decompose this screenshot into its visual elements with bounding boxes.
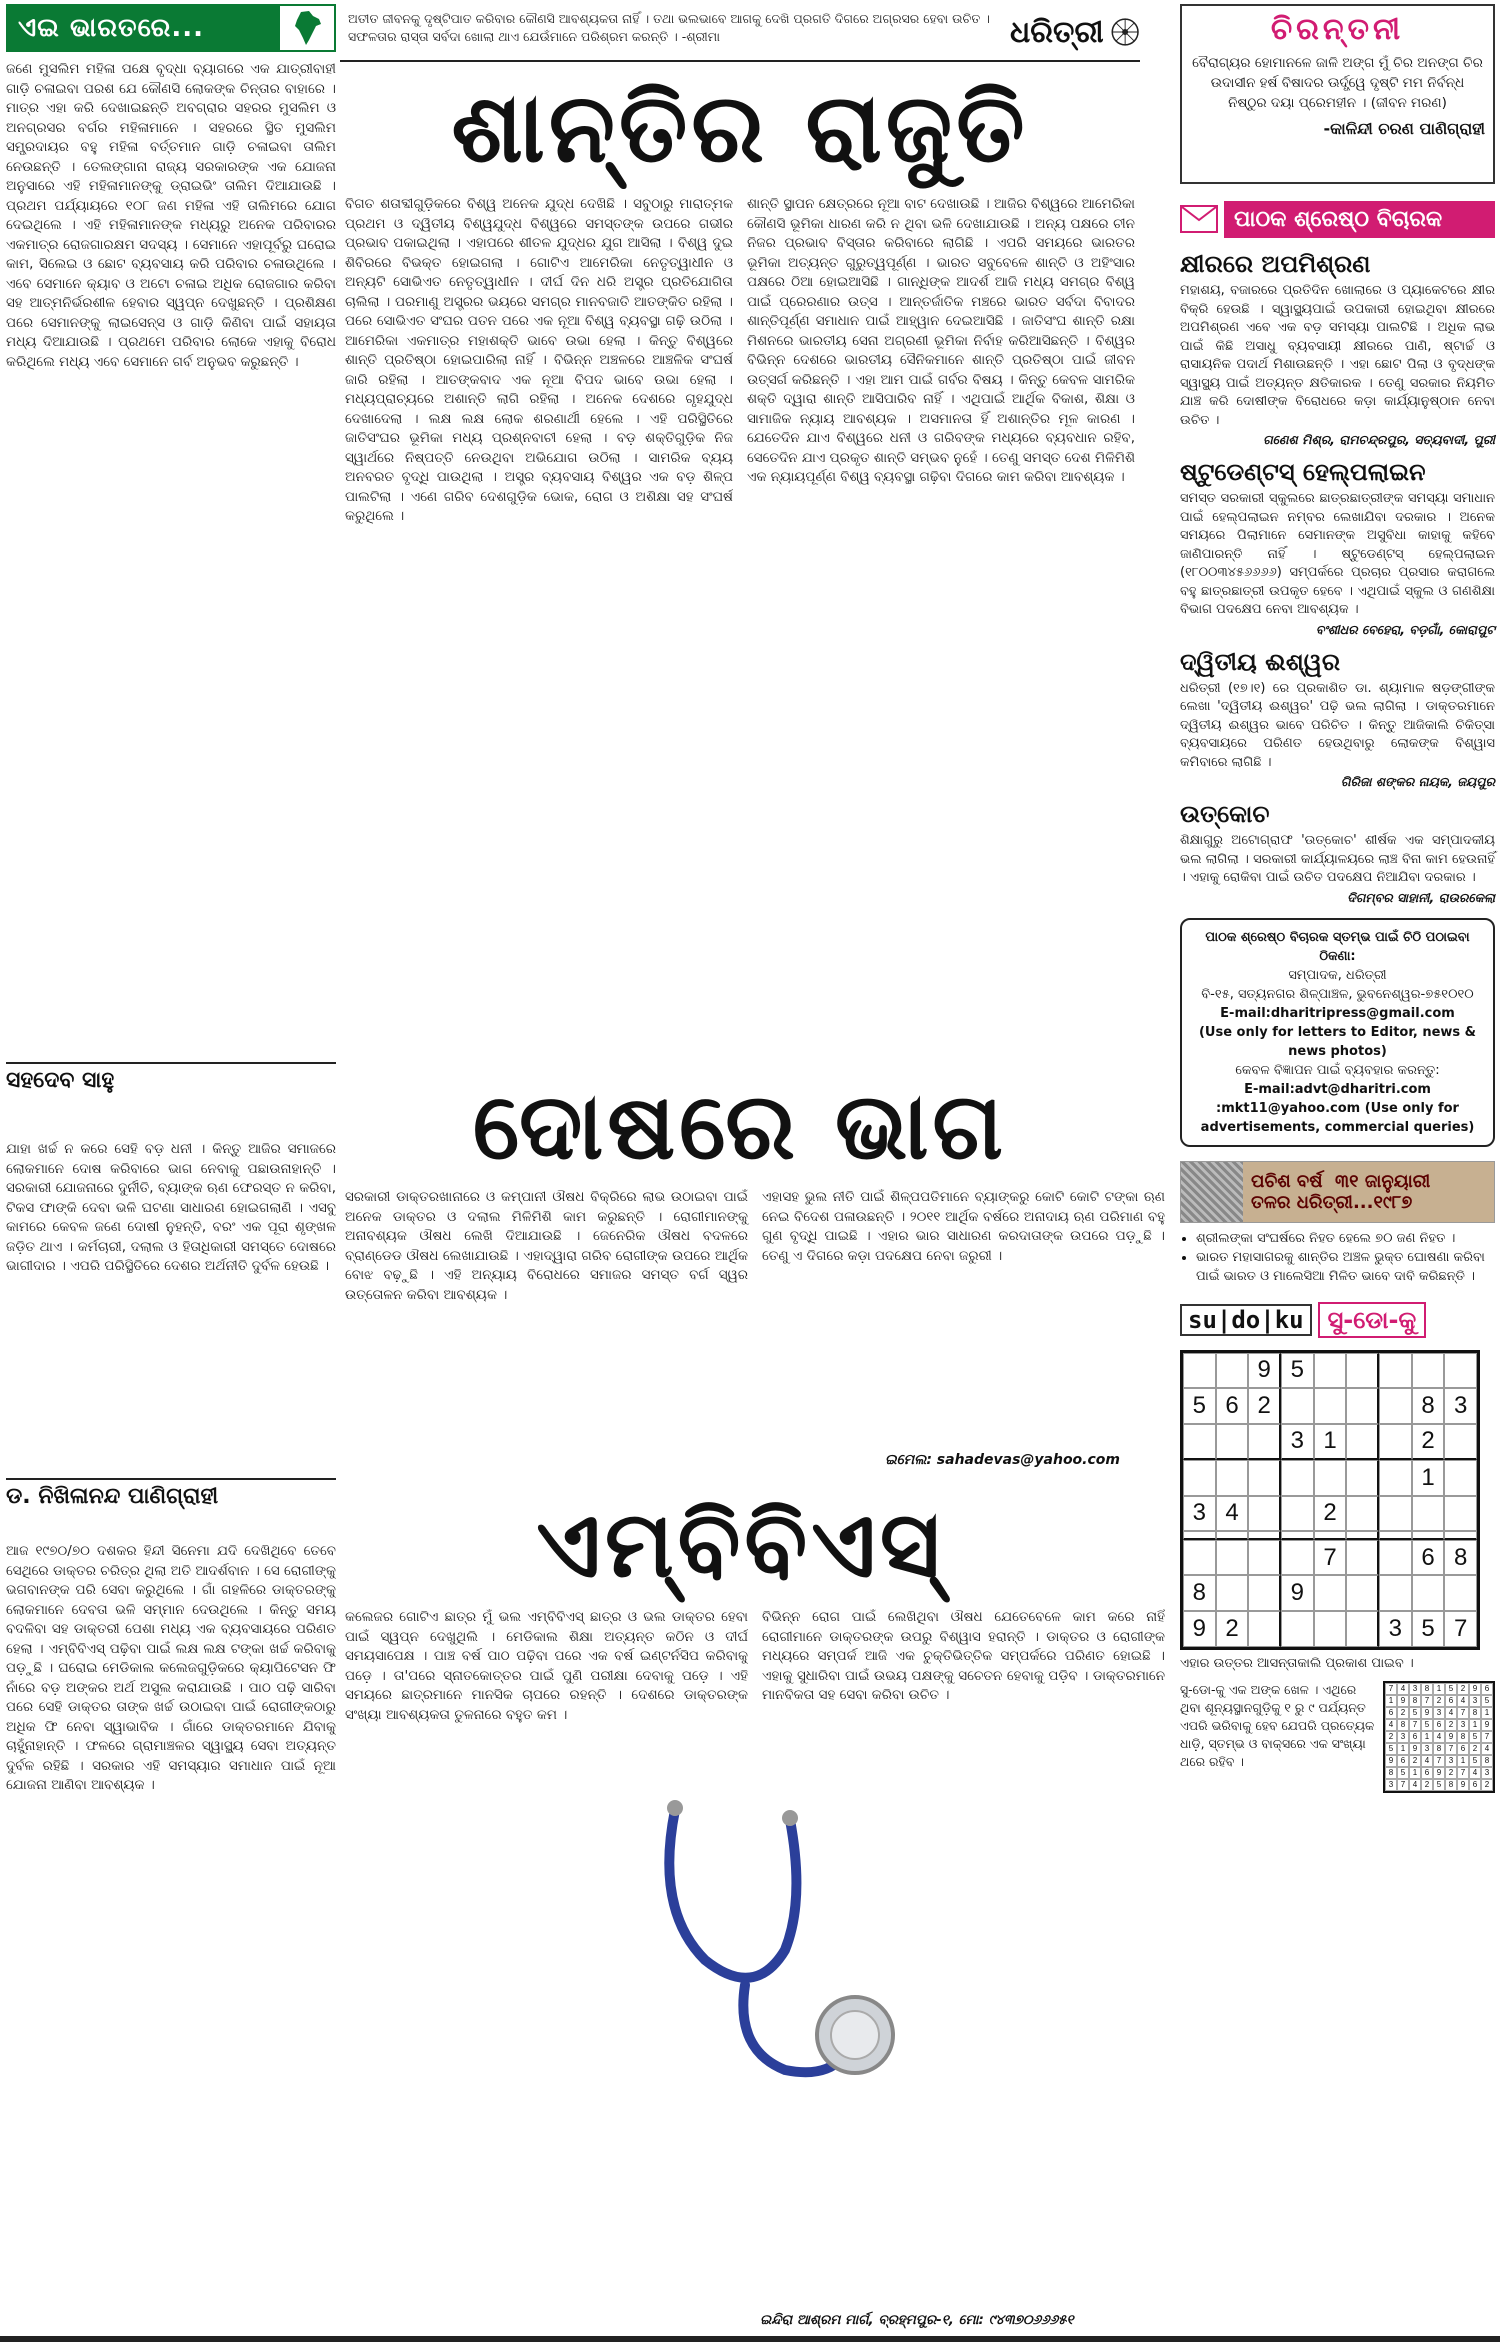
main-article	[345, 195, 1135, 1055]
sudoku-cell[interactable]	[1412, 1496, 1445, 1532]
sudoku-solution-cell: 6	[1433, 1719, 1445, 1731]
flashback-subtitle: ତଳର ଧରିତ୍ରୀ...୧୯୮୭	[1251, 1191, 1413, 1213]
sudoku-solution-cell: 5	[1481, 1695, 1493, 1707]
sudoku-cell[interactable]: 3	[1444, 1388, 1477, 1424]
letter-body: ଶିକ୍ଷାଗୁରୁ ଅଟୋଗ୍ରାଫ 'ଉତ୍କୋଚ' ଶୀର୍ଷକ ଏକ ସମ୍ପାଦକୀୟ ଭଲ ଲାଗିଲା । ସରକାରୀ କାର୍ଯ୍ୟାଳୟରେ ଲାଞ୍ଚ ବିନା କାମ ହେଉନାହିଁ । ଏହାକୁ ରୋକିବା ପାଇଁ ଉଚିତ ପଦକ୍ଷେପ ନିଆଯିବା ଦରକାର ।	[1180, 833, 1495, 885]
sudoku-cell[interactable]	[1379, 1531, 1412, 1540]
sudoku-instructions: ସୁ-ଡୋ-କୁ ଏକ ଅଙ୍କ ଖେଳ । ଏଥିରେ ଥିବା ଶୂନ୍ୟସ୍ଥାନଗୁଡ଼ିକୁ ୧ ରୁ ୯ ପର୍ଯ୍ୟନ୍ତ ଏପରି ଭରିବାକୁ ହେବ ଯେପରି ପ୍ରତ୍ୟେକ ଧାଡ଼ି, ସ୍ତମ୍ଭ ଓ ବାକ୍ସରେ ଏକ ସଂଖ୍ୟା ଥରେ ରହିବ ।	[1180, 1681, 1375, 1769]
sudoku-cell[interactable]	[1281, 1611, 1314, 1647]
sudoku-solution-cell: 1	[1421, 1731, 1433, 1743]
sudoku-solution-cell: 2	[1445, 1767, 1457, 1779]
sudoku-cell[interactable]: 2	[1216, 1611, 1249, 1647]
sudoku-cell[interactable]	[1216, 1531, 1249, 1540]
flashback-label: ପଚିଶ ବର୍ଷ	[1251, 1170, 1323, 1192]
sudoku-cell[interactable]	[1281, 1460, 1314, 1496]
contact-editor: ସମ୍ପାଦକ, ଧରିତ୍ରୀ	[1288, 967, 1387, 983]
sudoku-cell[interactable]	[1346, 1575, 1379, 1611]
contact-email-mkt[interactable]: :mkt11@yahoo.com (Use only for advertisements, commercial queries)	[1200, 1100, 1475, 1135]
flashback-list	[1180, 1229, 1495, 1286]
sudoku-cell[interactable]	[1379, 1424, 1412, 1461]
sudoku-cell[interactable]: 8	[1444, 1540, 1477, 1576]
sudoku-solution-cell: 9	[1445, 1731, 1457, 1743]
sudoku-cell[interactable]	[1314, 1353, 1347, 1389]
contact-email-ads[interactable]: E-mail:advt@dharitri.com	[1244, 1081, 1431, 1097]
sudoku-grid[interactable]	[1180, 1350, 1480, 1650]
sudoku-solution-cell: 1	[1397, 1743, 1409, 1755]
sudoku-solution-cell: 7	[1433, 1755, 1445, 1767]
contact-box	[1180, 918, 1495, 1147]
poem-author: -କାଳିନ୍ଦୀ ଚରଣ ପାଣିଗ୍ରାହୀ	[1323, 119, 1485, 138]
sudoku-solution-cell: 5	[1445, 1683, 1457, 1695]
sudoku-cell[interactable]	[1216, 1540, 1249, 1576]
daily-quote: ଅତୀତ ଜୀବନକୁ ଦୃଷ୍ଟିପାତ କରିବାର କୌଣସି ଆବଶ୍ୟକତା ନାହିଁ । ତଥା ଭଲଭାବେ ଆଗକୁ ଦେଖି ପ୍ରଗତି ଦିଗରେ ଅଗ୍ରସର ହେବା ଉଚିତ । ସଫଳତାର ରାସ୍ତା ସର୍ବଦା ଖୋଲା ଥାଏ ଯେଉଁମାନେ ପରିଶ୍ରମ କରନ୍ତି । -ଶ୍ରୀମା	[348, 11, 990, 44]
series-title: ଏଇ ଭାରତରେ...	[18, 12, 204, 43]
sudoku-solution-cell: 2	[1409, 1755, 1421, 1767]
sudoku-solution-cell: 5	[1421, 1719, 1433, 1731]
paper-wordmark: ଧରିତ୍ରୀ	[1010, 14, 1104, 50]
sudoku-solution-cell: 3	[1409, 1683, 1421, 1695]
sudoku-cell[interactable]	[1183, 1460, 1216, 1496]
sudoku-solution-cell: 5	[1397, 1767, 1409, 1779]
sudoku-solution-cell: 4	[1469, 1767, 1481, 1779]
sudoku-cell[interactable]: 8	[1412, 1388, 1445, 1424]
sudoku-cell[interactable]: 8	[1183, 1575, 1216, 1611]
sudoku-solution-cell: 3	[1385, 1779, 1397, 1791]
sudoku-solution-cell: 9	[1421, 1707, 1433, 1719]
sudoku-solution-cell: 7	[1421, 1695, 1433, 1707]
sudoku-cell[interactable]	[1444, 1424, 1477, 1461]
sudoku-solution-cell: 9	[1385, 1755, 1397, 1767]
sudoku-cell[interactable]	[1248, 1460, 1281, 1496]
sudoku-cell[interactable]	[1183, 1424, 1216, 1461]
sudoku-solution-cell: 7	[1457, 1707, 1469, 1719]
flashback-photo	[1181, 1162, 1243, 1222]
sudoku-solution-cell: 6	[1469, 1779, 1481, 1791]
sudoku-cell[interactable]: 5	[1412, 1611, 1445, 1647]
sudoku-cell[interactable]	[1346, 1388, 1379, 1424]
sudoku-solution-cell: 2	[1385, 1731, 1397, 1743]
letter-signature: ଦିଗମ୍ବର ସାହାନୀ, ରାଉରକେଲା	[1347, 889, 1495, 905]
sudoku-solution-cell: 6	[1397, 1755, 1409, 1767]
sudoku-cell[interactable]	[1379, 1388, 1412, 1424]
main-headline: ଶାନ୍ତିର ରାଜୁତି	[451, 72, 1029, 184]
sudoku-cell[interactable]	[1248, 1575, 1281, 1611]
sudoku-cell[interactable]	[1412, 1575, 1445, 1611]
sudoku-solution-cell: 4	[1457, 1695, 1469, 1707]
sudoku-cell[interactable]	[1444, 1353, 1477, 1389]
sudoku-solution-cell: 6	[1445, 1695, 1457, 1707]
letters-banner-label: ପାଠକ ଶ୍ରେଷ୍ଠ ବିଚାରକ	[1224, 201, 1495, 238]
sudoku-solution-cell: 9	[1409, 1743, 1421, 1755]
sudoku-solution-grid	[1383, 1681, 1495, 1793]
sudoku-solution-cell: 8	[1433, 1743, 1445, 1755]
article-3-col-2: ବିଭିନ୍ନ ରୋଗ ପାଇଁ ଲେଖିଥିବା ଔଷଧ ଯେତେବେଳେ କାମ କରେ ନାହିଁ ରୋଗୀମାନେ ଡାକ୍ତରଙ୍କ ଉପରୁ ବିଶ୍ୱାସ ହରାନ୍ତି । ଡାକ୍ତର ଓ ରୋଗୀଙ୍କ ମଧ୍ୟରେ ସମ୍ପର୍କ ଆଜି ଏକ ଚୁକ୍ତିଭିତ୍ତିକ ସମ୍ପର୍କରେ ପରିଣତ ହୋଇଛି । ଏହାକୁ ସୁଧାରିବା ପାଇଁ ଉଭୟ ପକ୍ଷଙ୍କୁ ସଚେତନ ହେବାକୁ ପଡ଼ିବ । ଡାକ୍ତରମାନେ ମାନବିକତା ସହ ସେବା କରିବା ଉଚିତ ।	[762, 1609, 1165, 1703]
sudoku-solution-cell: 2	[1397, 1707, 1409, 1719]
sudoku-solution-cell: 6	[1409, 1731, 1421, 1743]
sudoku-solution-cell: 9	[1433, 1767, 1445, 1779]
sudoku-solution-cell: 8	[1445, 1779, 1457, 1791]
sudoku-solution-cell: 4	[1481, 1743, 1493, 1755]
sudoku-solution-cell: 8	[1481, 1755, 1493, 1767]
sudoku-solution-cell: 7	[1457, 1767, 1469, 1779]
sudoku-cell[interactable]	[1216, 1460, 1249, 1496]
sudoku-cell[interactable]: 2	[1412, 1424, 1445, 1461]
sudoku-solution-cell: 1	[1469, 1719, 1481, 1731]
sudoku-solution-cell: 9	[1469, 1683, 1481, 1695]
sudoku-cell[interactable]	[1346, 1496, 1379, 1532]
poem-box	[1180, 4, 1495, 184]
sudoku-header	[1180, 1302, 1495, 1338]
sudoku-solution-cell: 5	[1385, 1743, 1397, 1755]
flashback-item: • ଶ୍ରୀଲଙ୍କା ସଂଘର୍ଷରେ ନିହତ ହେଲେ ୭୦ ଜଣ ନିହତ ।	[1196, 1229, 1495, 1248]
poem-box-title: ଚିରନ୍ତନୀ	[1270, 12, 1405, 47]
letter-signature: ଗିରିଜା ଶଙ୍କର ନାୟକ, ଜୟପୁର	[1340, 774, 1495, 789]
letter-title: କ୍ଷୀରରେ ଅପମିଶ୍ରଣ	[1180, 250, 1371, 278]
contact-address: ବି-୧୫, ସତ୍ୟନଗର ଶିଳ୍ପାଞ୍ଚଳ, ଭୁବନେଶ୍ୱର-୭୫୧୦୧୦	[1201, 986, 1474, 1002]
sudoku-cell[interactable]	[1346, 1460, 1379, 1496]
sudoku-cell[interactable]	[1379, 1353, 1412, 1389]
sudoku-cell[interactable]	[1248, 1540, 1281, 1576]
flashback-date: ୩୧ ଜାନୁୟାରୀ	[1335, 1170, 1431, 1192]
sudoku-solution-cell: 9	[1481, 1719, 1493, 1731]
sudoku-solution-cell: 1	[1409, 1767, 1421, 1779]
sudoku-cell[interactable]: 1	[1314, 1424, 1347, 1461]
sudoku-cell[interactable]	[1379, 1575, 1412, 1611]
sudoku-cell[interactable]	[1216, 1575, 1249, 1611]
sudoku-odia-title: ସୁ-ଡୋ-କୁ	[1318, 1302, 1427, 1338]
paper-logo	[1010, 4, 1140, 60]
sudoku-solution-cell: 2	[1433, 1695, 1445, 1707]
sudoku-solution-cell: 9	[1397, 1695, 1409, 1707]
sudoku-cell[interactable]	[1314, 1388, 1347, 1424]
sudoku-solution-cell: 5	[1433, 1779, 1445, 1791]
letter-3	[1180, 648, 1495, 791]
letter-title: ଦ୍ୱିତୀୟ ଈଶ୍ୱର	[1180, 647, 1341, 676]
contact-email-letters[interactable]: E-mail:dharitripress@gmail.com	[1220, 1005, 1455, 1021]
letter-title: ଉତ୍କୋଚ	[1180, 800, 1270, 828]
sudoku-solution-cell: 4	[1409, 1779, 1421, 1791]
sudoku-cell[interactable]: 6	[1216, 1388, 1249, 1424]
sudoku-solution-cell: 4	[1433, 1731, 1445, 1743]
article-2-byline: ସହଦେବ ସାହୁ	[6, 1062, 336, 1093]
article-2-col-1: ସରକାରୀ ଡାକ୍ତରଖାନାରେ ଓ କମ୍ପାନୀ ଔଷଧ ବିକ୍ରିରେ ଲାଭ ଉଠାଇବା ପାଇଁ ଅନେକ ଡାକ୍ତର ଓ ଦଲାଲ ମିଳିମିଶି କାମ କରୁଛନ୍ତି । ରୋଗୀମାନଙ୍କୁ ଅନାବଶ୍ୟକ ଔଷଧ ଲେଖି ଦିଆଯାଉଛି । ଜେନେରିକ ଔଷଧ ବଦଳରେ ବ୍ରାଣ୍ଡେଡ ଔଷଧ ଲେଖାଯାଉଛି । ଏହାଦ୍ୱାରା ଗରିବ ରୋଗୀଙ୍କ ଉପରେ ଆର୍ଥିକ ବୋଝ ବଢ଼ୁଛି । ଏହି ଅନ୍ୟାୟ ବିରୋଧରେ ସମାଜର ସମସ୍ତ ବର୍ଗ ସ୍ୱର ଉତ୍ତୋଳନ କରିବା ଆବଶ୍ୟକ ।	[345, 1189, 748, 1303]
sudoku-solution-cell: 7	[1409, 1719, 1421, 1731]
sudoku-solution-cell: 3	[1433, 1707, 1445, 1719]
sudoku-cell[interactable]	[1444, 1575, 1477, 1611]
series-column	[6, 4, 336, 1059]
sudoku-cell[interactable]	[1346, 1424, 1379, 1461]
series-banner	[6, 4, 336, 52]
sudoku-cell[interactable]	[1248, 1496, 1281, 1532]
contact-email-note: (Use only for letters to Editor, news & news photos)	[1198, 1024, 1477, 1059]
sudoku-solution-cell: 2	[1445, 1719, 1457, 1731]
poem-text: ବୈରାଗ୍ୟର ହୋମାନଳେ ଜାଳି ଅଙ୍ଗ ମୁଁ ଚିର ଅନଙ୍ଗ ଚିର ଉଦାସୀନ ହର୍ଷ ବିଷାଦର ଊର୍ଦ୍ଧ୍ୱେ ଦୃଷ୍ଟି ମମ ନିର୍ବନ୍ଧ ନିଷ୍ଠୁର ଦୟା ପ୍ରେମହୀନ । (ଜୀବନ ମରଣ)	[1192, 55, 1483, 111]
sudoku-cell[interactable]	[1216, 1424, 1249, 1461]
sudoku-cell[interactable]	[1314, 1611, 1347, 1647]
contact-ads-heading: କେବଳ ବିଜ୍ଞାପନ ପାଇଁ ବ୍ୟବହାର କରନ୍ତୁ:	[1235, 1062, 1440, 1078]
sudoku-cell[interactable]	[1314, 1575, 1347, 1611]
sudoku-cell[interactable]: 9	[1183, 1611, 1216, 1647]
sudoku-solution-cell: 4	[1421, 1755, 1433, 1767]
letter-1	[1180, 250, 1495, 448]
series-article-body: ଜଣେ ମୁସଲିମ ମହିଳା ପକ୍ଷେ ବୃଦ୍ଧା ବ୍ୟାଗରେ ଏକ ଯାତ୍ରୀବାହୀ ଗାଡ଼ି ଚଳାଇବା ପରଶ ଯେ କୌଣସି ଲୋକଙ୍କ ଚିନ୍ତାର ବାହାରେ । ମାତ୍ର ଏହା କରି ଦେଖାଇଛନ୍ତି ଅବଗ୍ରାର ସହରର ମୁସଲିମ ଓ ଅନଗ୍ରସର ବର୍ଗର ମହିଳାମାନେ । ସହରରେ ସ୍ଥିତ ମୁସଲିମ ସମ୍ପ୍ରଦାୟର ବହୁ ମହିଳା ବର୍ତ୍ତମାନ ଗାଡ଼ି ଚଳାଇବା ତାଲିମ ନେଉଛନ୍ତି । ତେଲଙ୍ଗାନା ରାଜ୍ୟ ସରକାରଙ୍କ ଏକ ଯୋଜନା ଅନୁସାରେ ଏହି ମହିଳାମାନଙ୍କୁ ଡ୍ରାଇଭିଂ ତାଲିମ ଦିଆଯାଉଛି । ପ୍ରଥମ ପର୍ଯ୍ୟାୟରେ ୧୦୮ ଜଣ ମହିଳା ଏହି ତାଲିମରେ ଯୋଗ ଦେଇଥିଲେ । ଏହି ମହିଳାମାନଙ୍କ ମଧ୍ୟରୁ ଅନେକ ପରିବାରର ଏକମାତ୍ର ରୋଜଗାରକ୍ଷମ ସଦସ୍ୟ । ସେମାନେ ଏହାପୂର୍ବରୁ ଘରୋଇ କାମ, ସିଲେଇ ଓ ଛୋଟ ବ୍ୟବସାୟ କରି ପରିବାର ଚଳାଉଥିଲେ । ଏବେ ସେମାନେ କ୍ୟାବ ଓ ଅଟୋ ଚଳାଇ ଅଧିକ ରୋଜଗାର କରିବା ସହ ଆତ୍ମନିର୍ଭରଶୀଳ ହେବାର ସ୍ୱପ୍ନ ଦେଖୁଛନ୍ତି । ପ୍ରଶିକ୍ଷଣ ପରେ ସେମାନଙ୍କୁ ଲାଇସେନ୍ସ ଓ ଗାଡ଼ି କିଣିବା ପାଇଁ ସହାୟତା ମଧ୍ୟ ଦିଆଯାଉଛି । ପ୍ରଥମେ ପରିବାର ଲୋକେ ଏହାକୁ ବିରୋଧ କରିଥିଲେ ମଧ୍ୟ ଏବେ ସେମାନେ ଗର୍ବ ଅନୁଭବ କରୁଛନ୍ତି ।	[6, 61, 336, 370]
sudoku-cell[interactable]	[1444, 1460, 1477, 1496]
envelope-icon	[1180, 205, 1218, 233]
flashback-item: • ଭାରତ ମହାସାଗରକୁ ଶାନ୍ତିର ଅଞ୍ଚଳ ଭୁକ୍ତ ଘୋଷଣା କରିବା ପାଇଁ ଭାରତ ଓ ମାଲେସିଆ ମିଳିତ ଭାବେ ଦାବି କରିଛନ୍ତି ।	[1196, 1248, 1495, 1286]
sudoku-cell[interactable]: 3	[1379, 1611, 1412, 1647]
sudoku-cell[interactable]	[1281, 1531, 1314, 1540]
contact-heading: ପାଠକ ଶ୍ରେଷ୍ଠ ବିଚାରକ ସ୍ତମ୍ଭ ପାଇଁ ଚିଠି ପଠାଇବା ଠିକଣା:	[1205, 929, 1470, 964]
sudoku-solution-cell: 5	[1469, 1755, 1481, 1767]
letter-2	[1180, 458, 1495, 638]
article-3-col-1: କଲେଜର ଗୋଟିଏ ଛାତ୍ର ମୁଁ ଭଲ ଏମ୍‌ବିବିଏସ୍ ଛାତ୍ର ଓ ଭଲ ଡାକ୍ତର ହେବା ପାଇଁ ସ୍ୱପ୍ନ ଦେଖୁଥିଲି । ମେଡିକାଲ ଶିକ୍ଷା ଅତ୍ୟନ୍ତ କଠିନ ଓ ଦୀର୍ଘ ସମୟସାପେକ୍ଷ । ପାଞ୍ଚ ବର୍ଷ ପାଠ ପଢ଼ିବା ପରେ ଏକ ବର୍ଷ ଇଣ୍ଟର୍ନସିପ କରିବାକୁ ପଡ଼େ । ତା'ପରେ ସ୍ନାତକୋତ୍ତର ପାଇଁ ପୁଣି ପରୀକ୍ଷା ଦେବାକୁ ପଡ଼େ । ଏହି ସମୟରେ ଛାତ୍ରମାନେ ମାନସିକ ଚାପରେ ରହନ୍ତି । ଦେଶରେ ଡାକ୍ତରଙ୍କ ସଂଖ୍ୟା ଆବଶ୍ୟକତା ତୁଳନାରେ ବହୁତ କମ ।	[345, 1609, 748, 1723]
page-bottom-rule	[0, 2336, 1500, 2342]
stethoscope-image	[615, 1790, 915, 2120]
sudoku-solution-cell: 3	[1481, 1767, 1493, 1779]
india-map-icon	[280, 6, 334, 50]
sudoku-cell[interactable]: 5	[1281, 1353, 1314, 1389]
sudoku-cell[interactable]: 4	[1216, 1496, 1249, 1532]
sudoku-brand: su|do|ku	[1180, 1304, 1312, 1336]
sudoku-cell[interactable]	[1412, 1353, 1445, 1389]
sudoku-solution-cell: 8	[1457, 1731, 1469, 1743]
sudoku-solution-cell: 4	[1385, 1719, 1397, 1731]
article-2-left-body: ଯାହା ଖର୍ଚ୍ଚ ନ କରେ ସେହି ବଡ଼ ଧନୀ । କିନ୍ତୁ ଆଜିର ସମାଜରେ ଲୋକମାନେ ଦୋଷ କରିବାରେ ଭାଗ ନେବାକୁ ପଛାଉନାହାନ୍ତି । ସରକାରୀ ଯୋଜନାରେ ଦୁର୍ନୀତି, ବ୍ୟାଙ୍କ ଋଣ ଫେରସ୍ତ ନ କରିବା, ଟିକସ ଫାଙ୍କି ଦେବା ଭଳି ଘଟଣା ସାଧାରଣ ହୋଇଗଲାଣି । ଏସବୁ କାମରେ କେବଳ ଜଣେ ଦୋଷୀ ନୁହନ୍ତି, ବରଂ ଏକ ପୂରା ଶୃଙ୍ଖଳ ଜଡ଼ିତ ଥାଏ । କର୍ମଚାରୀ, ଦଲାଲ ଓ ହିତାଧିକାରୀ ସମସ୍ତେ ଦୋଷରେ ଭାଗୀଦାର । ଏପରି ପରିସ୍ଥିତିରେ ଦେଶର ଅର୍ଥନୀତି ଦୁର୍ବଳ ହେଉଛି ।	[6, 1141, 336, 1274]
sudoku-solution-cell: 7	[1385, 1683, 1397, 1695]
sudoku-solution-cell: 6	[1457, 1743, 1469, 1755]
sudoku-solution-cell: 5	[1409, 1707, 1421, 1719]
chakra-icon	[1110, 12, 1140, 52]
sudoku-cell[interactable]	[1346, 1353, 1379, 1389]
sudoku-solution-cell: 2	[1457, 1683, 1469, 1695]
sudoku-cell[interactable]	[1346, 1531, 1379, 1540]
article-3-headline: ଏମ୍‌ବିବିଏସ୍	[536, 1491, 944, 1598]
sudoku-cell[interactable]	[1444, 1496, 1477, 1532]
sudoku-cell[interactable]	[1412, 1531, 1445, 1540]
sudoku-cell[interactable]: 2	[1248, 1388, 1281, 1424]
sudoku-cell[interactable]	[1183, 1531, 1216, 1540]
article-3-byline: ଡ. ନିଖିଳାନନ୍ଦ ପାଣିଗ୍ରାହୀ	[6, 1478, 336, 1509]
sudoku-solution-cell: 1	[1385, 1695, 1397, 1707]
daily-quote-box	[340, 4, 1140, 62]
sudoku-solution-cell: 8	[1409, 1695, 1421, 1707]
article-2-col-2: ଏହାସହ ଭୁଲ ନୀତି ପାଇଁ ଶିଳ୍ପପତିମାନେ ବ୍ୟାଙ୍କରୁ କୋଟି କୋଟି ଟଙ୍କା ଋଣ ନେଇ ବିଦେଶ ପଳାଉଛନ୍ତି । ୨୦୧୧ ଆର୍ଥିକ ବର୍ଷରେ ଅନାଦାୟ ଋଣ ପରିମାଣ ବହୁ ଗୁଣ ବୃଦ୍ଧି ପାଇଛି । ଏହାର ଭାର ସାଧାରଣ କରଦାତାଙ୍କ ଉପରେ ପଡ଼ୁଛି । ତେଣୁ ଏ ଦିଗରେ କଡ଼ା ପଦକ୍ଷେପ ନେବା ଜରୁରୀ ।	[762, 1189, 1165, 1264]
sudoku-solution-cell: 7	[1445, 1743, 1457, 1755]
sudoku-cell[interactable]	[1183, 1540, 1216, 1576]
article-3-left-body: ଆଜ ୧୯୭୦/୭୦ ଦଶକର ହିନ୍ଦୀ ସିନେମା ଯଦି ଦେଖିଥିବେ ତେବେ ସେଥିରେ ଡାକ୍ତର ଚରିତ୍ର ଥିଲା ଅତି ଆଦର୍ଶବାନ । ସେ ରୋଗୀଙ୍କୁ ଭଗବାନଙ୍କ ପରି ସେବା କରୁଥିଲେ । ଗାଁ ଗହଳିରେ ଡାକ୍ତରଙ୍କୁ ଲୋକମାନେ ଦେବତା ଭଳି ସମ୍ମାନ ଦେଉଥିଲେ । କିନ୍ତୁ ସମୟ ବଦଳିବା ସହ ଡାକ୍ତରୀ ପେଶା ମଧ୍ୟ ଏକ ବ୍ୟବସାୟରେ ପରିଣତ ହେଲା । ଏମ୍‌ବିବିଏସ୍ ପଢ଼ିବା ପାଇଁ ଲକ୍ଷ ଲକ୍ଷ ଟଙ୍କା ଖର୍ଚ୍ଚ କରିବାକୁ ପଡ଼ୁଛି । ଘରୋଇ ମେଡିକାଲ କଲେଜଗୁଡ଼ିକରେ କ୍ୟାପିଟେସନ ଫି ନାଁରେ ବଡ଼ ଅଙ୍କର ଅର୍ଥ ଅସୁଲ କରାଯାଉଛି । ପାଠ ପଢ଼ି ସାରିବା ପରେ ସେହି ଡାକ୍ତର ତାଙ୍କ ଖର୍ଚ୍ଚ ଉଠାଇବା ପାଇଁ ରୋଗୀଙ୍କଠାରୁ ଅଧିକ ଫି ନେବା ସ୍ୱାଭାବିକ । ଗାଁରେ ଡାକ୍ତରମାନେ ଯିବାକୁ ଚାହୁଁନାହାନ୍ତି । ଫଳରେ ଗ୍ରାମାଞ୍ଚଳର ସ୍ୱାସ୍ଥ୍ୟ ସେବା ଅତ୍ୟନ୍ତ ଦୁର୍ବଳ ରହିଛି । ସରକାର ଏହି ସମସ୍ୟାର ସମାଧାନ ପାଇଁ ନୂଆ ଯୋଜନା ଆଣିବା ଆବଶ୍ୟକ ।	[6, 1543, 336, 1793]
sudoku-cell[interactable]	[1379, 1540, 1412, 1576]
sudoku-cell[interactable]: 1	[1412, 1460, 1445, 1496]
sudoku-solution-cell: 6	[1481, 1683, 1493, 1695]
main-article-col-2: ଶାନ୍ତି ସ୍ଥାପନ କ୍ଷେତ୍ରରେ ନୂଆ ବାଟ ଦେଖାଉଛି । ଆଜିର ବିଶ୍ୱରେ ଆମେରିକା କୌଣସି ଭୂମିକା ଧାରଣ କରି ନ ଥିବା ଭଳି ଦେଖାଯାଉଛି । ଅନ୍ୟ ପକ୍ଷରେ ଚୀନ ନିଜର ପ୍ରଭାବ ବିସ୍ତାର କରିବାରେ ଲାଗିଛି । ଏପରି ସମୟରେ ଭାରତର ଭୂମିକା ଅତ୍ୟନ୍ତ ଗୁରୁତ୍ୱପୂର୍ଣ୍ଣ । ଭାରତ ସବୁବେଳେ ଶାନ୍ତି ଓ ଅହିଂସାର ପକ୍ଷରେ ଠିଆ ହୋଇଆସିଛି । ଗାନ୍ଧିଙ୍କ ଆଦର୍ଶ ଆଜି ମଧ୍ୟ ସମଗ୍ର ବିଶ୍ୱ ପାଇଁ ପ୍ରେରଣାର ଉତ୍ସ । ଆନ୍ତର୍ଜାତିକ ମଞ୍ଚରେ ଭାରତ ସର୍ବଦା ବିବାଦର ଶାନ୍ତିପୂର୍ଣ୍ଣ ସମାଧାନ ପାଇଁ ଆହ୍ୱାନ ଦେଇଆସିଛି । ଜାତିସଂଘ ଶାନ୍ତି ରକ୍ଷା ମିଶନରେ ଭାରତୀୟ ସେନା ଅଗ୍ରଣୀ ଭୂମିକା ନିର୍ବାହ କରିଆସିଛନ୍ତି । ବିଶ୍ୱର ବିଭିନ୍ନ ଦେଶରେ ଭାରତୀୟ ସୈନିକମାନେ ଶାନ୍ତି ପ୍ରତିଷ୍ଠା ପାଇଁ ଜୀବନ ଉତ୍ସର୍ଗ କରିଛନ୍ତି । ଏହା ଆମ ପାଇଁ ଗର୍ବର ବିଷୟ । କିନ୍ତୁ କେବଳ ସାମରିକ ଶକ୍ତି ଦ୍ୱାରା ଶାନ୍ତି ଆସିପାରିବ ନାହିଁ । ଏଥିପାଇଁ ଆର୍ଥିକ ବିକାଶ, ଶିକ୍ଷା ଓ ସାମାଜିକ ନ୍ୟାୟ ଆବଶ୍ୟକ । ଅସମାନତା ହିଁ ଅଶାନ୍ତିର ମୂଳ କାରଣ । ଯେତେଦିନ ଯାଏ ବିଶ୍ୱରେ ଧନୀ ଓ ଗରିବଙ୍କ ମଧ୍ୟରେ ବ୍ୟବଧାନ ରହିବ, ସେତେଦିନ ଯାଏ ପ୍ରକୃତ ଶାନ୍ତି ସମ୍ଭବ ନୁହେଁ । ତେଣୁ ସମସ୍ତ ଦେଶ ମିଳିମିଶି ଏକ ନ୍ୟାୟପୂର୍ଣ୍ଣ ବିଶ୍ୱ ବ୍ୟବସ୍ଥା ଗଢ଼ିବା ଦିଗରେ କାମ କରିବା ଆବଶ୍ୟକ ।	[747, 196, 1135, 485]
flashback-banner	[1180, 1161, 1495, 1223]
letter-signature: ଗଣେଶ ମିଶ୍ର, ରାମଚନ୍ଦ୍ରପୁର, ସତ୍ୟବାଦୀ, ପୁରୀ	[1263, 432, 1495, 447]
sudoku-cell[interactable]	[1281, 1540, 1314, 1576]
sudoku-solution-cell: 3	[1457, 1719, 1469, 1731]
sudoku-solution-cell: 7	[1481, 1731, 1493, 1743]
sudoku-cell[interactable]	[1281, 1388, 1314, 1424]
sudoku-cell[interactable]	[1248, 1611, 1281, 1647]
sudoku-cell[interactable]: 3	[1183, 1496, 1216, 1532]
article-2-body	[345, 1188, 1165, 1454]
sudoku-cell[interactable]: 7	[1314, 1540, 1347, 1576]
sudoku-cell[interactable]	[1183, 1353, 1216, 1389]
sudoku-cell[interactable]	[1379, 1496, 1412, 1532]
sudoku-solution-cell: 8	[1421, 1683, 1433, 1695]
sudoku-note: ଏହାର ଉତ୍ତର ଆସନ୍ତାକାଲି ପ୍ରକାଶ ପାଇବ ।	[1180, 1655, 1414, 1671]
sudoku-solution-cell: 8	[1469, 1707, 1481, 1719]
sudoku-cell[interactable]: 2	[1314, 1496, 1347, 1532]
sudoku-cell[interactable]: 6	[1412, 1540, 1445, 1576]
sudoku-solution-cell: 2	[1421, 1779, 1433, 1791]
sudoku-cell[interactable]	[1216, 1353, 1249, 1389]
sudoku-instructions-row	[1180, 1681, 1495, 1793]
sudoku-cell[interactable]	[1346, 1540, 1379, 1576]
sudoku-solution-cell: 6	[1421, 1767, 1433, 1779]
sudoku-solution-cell: 6	[1385, 1707, 1397, 1719]
sudoku-solution-cell: 8	[1385, 1767, 1397, 1779]
sudoku-cell[interactable]	[1444, 1531, 1477, 1540]
letter-signature: ବଂଶୀଧର ବେହେରା, ବଡ଼ଗାଁ, କୋରାପୁଟ	[1315, 621, 1495, 637]
letter-body: ମହାଶୟ, ବଜାରରେ ପ୍ରତିଦିନ ଖୋଲାରେ ଓ ପ୍ୟାକେଟରେ କ୍ଷୀର ବିକ୍ରି ହେଉଛି । ସ୍ୱାସ୍ଥ୍ୟପାଇଁ ଉପକାରୀ ହୋଇଥିବା କ୍ଷୀରରେ ଅପମିଶ୍ରଣ ଏବେ ଏକ ବଡ଼ ସମସ୍ୟା ପାଲଟିଛି । ଅଧିକ ଲାଭ ପାଇଁ କିଛି ଅସାଧୁ ବ୍ୟବସାୟୀ କ୍ଷୀରରେ ପାଣି, ଷ୍ଟାର୍ଚ୍ଚ ଓ ରାସାୟନିକ ପଦାର୍ଥ ମିଶାଉଛନ୍ତି । ଏହା ଛୋଟ ପିଲା ଓ ବୃଦ୍ଧଙ୍କ ସ୍ୱାସ୍ଥ୍ୟ ପାଇଁ ଅତ୍ୟନ୍ତ କ୍ଷତିକାରକ । ତେଣୁ ସରକାର ନିୟମିତ ଯାଞ୍ଚ କରି ଦୋଷୀଙ୍କ ବିରୋଧରେ କଡ଼ା କାର୍ଯ୍ୟାନୁଷ୍ଠାନ ନେବା ଉଚିତ ।	[1180, 283, 1495, 428]
letter-body: ସମସ୍ତ ସରକାରୀ ସ୍କୁଲରେ ଛାତ୍ରଛାତ୍ରୀଙ୍କ ସମସ୍ୟା ସମାଧାନ ପାଇଁ ହେଲ୍ପଲାଇନ ନମ୍ବର ଲେଖାଯିବା ଦରକାର । ଅନେକ ସମୟରେ ପିଲାମାନେ ସେମାନଙ୍କ ଅସୁବିଧା କାହାକୁ କହିବେ ଜାଣିପାରନ୍ତି ନାହିଁ । ଷ୍ଟୁଡେଣ୍ଟସ୍ ହେଲ୍ପଲାଇନ (୧୮୦୦୩୪୫୬୬୬୬) ସମ୍ପର୍କରେ ପ୍ରଚାର ପ୍ରସାର କରାଗଲେ ବହୁ ଛାତ୍ରଛାତ୍ରୀ ଉପକୃତ ହେବେ । ଏଥିପାଇଁ ସ୍କୁଲ ଓ ଗଣଶିକ୍ଷା ବିଭାଗ ପଦକ୍ଷେପ ନେବା ଆବଶ୍ୟକ ।	[1180, 491, 1495, 617]
article-2-headline: ଦୋଷରେ ଭାଗ	[472, 1073, 1008, 1180]
sudoku-solution-cell: 8	[1397, 1719, 1409, 1731]
sudoku-solution-cell: 4	[1397, 1683, 1409, 1695]
sudoku-solution-cell: 2	[1469, 1743, 1481, 1755]
sudoku-solution-cell: 1	[1457, 1755, 1469, 1767]
sudoku-solution-cell: 3	[1445, 1755, 1457, 1767]
letter-4	[1180, 800, 1495, 906]
sudoku-solution-cell: 1	[1433, 1683, 1445, 1695]
letter-body: ଧରିତ୍ରୀ (୧୭।୧) ରେ ପ୍ରକାଶିତ ଡା. ଶ୍ୟାମାଳ ଷଡ଼ଙ୍ଗୀଙ୍କ ଲେଖା 'ଦ୍ୱିତୀୟ ଈଶ୍ୱର' ପଢ଼ି ଭଲ ଲାଗିଲା । ଡାକ୍ତରମାନେ ଦ୍ୱିତୀୟ ଈଶ୍ୱର ଭାବେ ପରିଚିତ । କିନ୍ତୁ ଆଜିକାଲି ଚିକିତ୍ସା ବ୍ୟବସାୟରେ ପରିଣତ ହେଉଥିବାରୁ ଲୋକଙ୍କ ବିଶ୍ୱାସ କମିବାରେ ଲାଗିଛି ।	[1180, 680, 1495, 770]
sudoku-solution-cell: 9	[1457, 1779, 1469, 1791]
sudoku-cell[interactable]: 5	[1183, 1388, 1216, 1424]
sudoku-cell[interactable]: 3	[1281, 1424, 1314, 1461]
right-sidebar	[1180, 4, 1495, 2340]
sudoku-solution-cell: 2	[1481, 1779, 1493, 1791]
sudoku-cell[interactable]: 9	[1281, 1575, 1314, 1611]
sudoku-cell[interactable]	[1346, 1611, 1379, 1647]
sudoku-solution-cell: 4	[1445, 1707, 1457, 1719]
sudoku-cell[interactable]	[1314, 1460, 1347, 1496]
sudoku-solution-cell: 1	[1481, 1707, 1493, 1719]
sudoku-cell[interactable]: 7	[1444, 1611, 1477, 1647]
letters-banner	[1180, 198, 1495, 240]
sudoku-solution-cell: 3	[1397, 1731, 1409, 1743]
sudoku-solution-cell: 3	[1421, 1743, 1433, 1755]
sudoku-cell[interactable]	[1379, 1460, 1412, 1496]
sudoku-cell[interactable]	[1248, 1531, 1281, 1540]
sudoku-cell[interactable]	[1314, 1531, 1347, 1540]
letter-title: ଷ୍ଟୁଡେଣ୍ଟସ୍ ହେଲ୍ପଲାଇନ	[1180, 458, 1426, 486]
main-article-col-1: ବିଗତ ଶତାବ୍ଦୀଗୁଡ଼ିକରେ ବିଶ୍ୱ ଅନେକ ଯୁଦ୍ଧ ଦେଖିଛି । ସବୁଠାରୁ ମାରାତ୍ମକ ପ୍ରଥମ ଓ ଦ୍ୱିତୀୟ ବିଶ୍ୱଯୁଦ୍ଧ ବିଶ୍ୱରେ ସମସ୍ତଙ୍କ ଉପରେ ଗଭୀର ପ୍ରଭାବ ପକାଇଥିଲା । ଏହାପରେ ଶୀତଳ ଯୁଦ୍ଧର ଯୁଗ ଆସିଲା । ବିଶ୍ୱ ଦୁଇ ଶିବିରରେ ବିଭକ୍ତ ହୋଇଗଲା । ଗୋଟିଏ ଆମେରିକା ନେତୃତ୍ୱାଧୀନ ଓ ଅନ୍ୟଟି ସୋଭିଏତ ନେତୃତ୍ୱାଧୀନ । ଦୀର୍ଘ ଦିନ ଧରି ଅସ୍ତ୍ର ପ୍ରତିଯୋଗିତା ଚାଲିଲା । ପରମାଣୁ ଅସ୍ତ୍ରର ଭୟରେ ସମଗ୍ର ମାନବଜାତି ଆତଙ୍କିତ ରହିଲା । ପରେ ସୋଭିଏତ ସଂଘର ପତନ ପରେ ଏକ ନୂଆ ବିଶ୍ୱ ବ୍ୟବସ୍ଥା ଗଢ଼ି ଉଠିଲା । ଆମେରିକା ଏକମାତ୍ର ମହାଶକ୍ତି ଭାବେ ଉଭା ହେଲା । କିନ୍ତୁ ବିଶ୍ୱରେ ଶାନ୍ତି ପ୍ରତିଷ୍ଠା ହୋଇପାରିଲା ନାହିଁ । ବିଭିନ୍ନ ଅଞ୍ଚଳରେ ଆଞ୍ଚଳିକ ସଂଘର୍ଷ ଜାରି ରହିଲା । ଆତଙ୍କବାଦ ଏକ ନୂଆ ବିପଦ ଭାବେ ଉଭା ହେଲା । ମଧ୍ୟପ୍ରାଚ୍ୟରେ ଅଶାନ୍ତି ଲାଗି ରହିଲା । ଅନେକ ଦେଶରେ ଗୃହଯୁଦ୍ଧ ଦେଖାଦେଲା । ଲକ୍ଷ ଲକ୍ଷ ଲୋକ ଶରଣାର୍ଥୀ ହେଲେ । ଏହି ପରିସ୍ଥିତିରେ ଜାତିସଂଘର ଭୂମିକା ମଧ୍ୟ ପ୍ରଶ୍ନବାଚୀ ହେଲା । ବଡ଼ ଶକ୍ତିଗୁଡ଼ିକ ନିଜ ସ୍ୱାର୍ଥରେ ନିଷ୍ପତ୍ତି ନେଉଥିବା ଅଭିଯୋଗ ଉଠିଲା । ସାମରିକ ବ୍ୟୟ ଅନବରତ ବୃଦ୍ଧି ପାଉଥିଲା । ଅସ୍ତ୍ର ବ୍ୟବସାୟ ବିଶ୍ୱର ଏକ ବଡ଼ ଶିଳ୍ପ ପାଲଟିଲା । ଏଣେ ଗରିବ ଦେଶଗୁଡ଼ିକ ଭୋକ, ରୋଗ ଓ ଅଶିକ୍ଷା ସହ ସଂଘର୍ଷ କରୁଥିଲେ ।	[345, 196, 733, 524]
sudoku-solution-cell: 3	[1469, 1695, 1481, 1707]
sudoku-cell[interactable]	[1281, 1496, 1314, 1532]
article-3-address: ଇନ୍ଦିରା ଆଶ୍ରମ ମାର୍ଗ, ବ୍ରହ୍ମପୁର-୧, ମୋ: ୯୪୩୭୦୬୬୬୫୧	[760, 2312, 1074, 2328]
article-2-email[interactable]: ଇମେଲ: sahadevas@yahoo.com	[885, 1452, 1121, 1468]
sudoku-cell[interactable]: 9	[1248, 1353, 1281, 1389]
sudoku-solution-cell: 7	[1397, 1779, 1409, 1791]
sudoku-cell[interactable]	[1248, 1424, 1281, 1461]
sudoku-solution-cell: 5	[1469, 1731, 1481, 1743]
